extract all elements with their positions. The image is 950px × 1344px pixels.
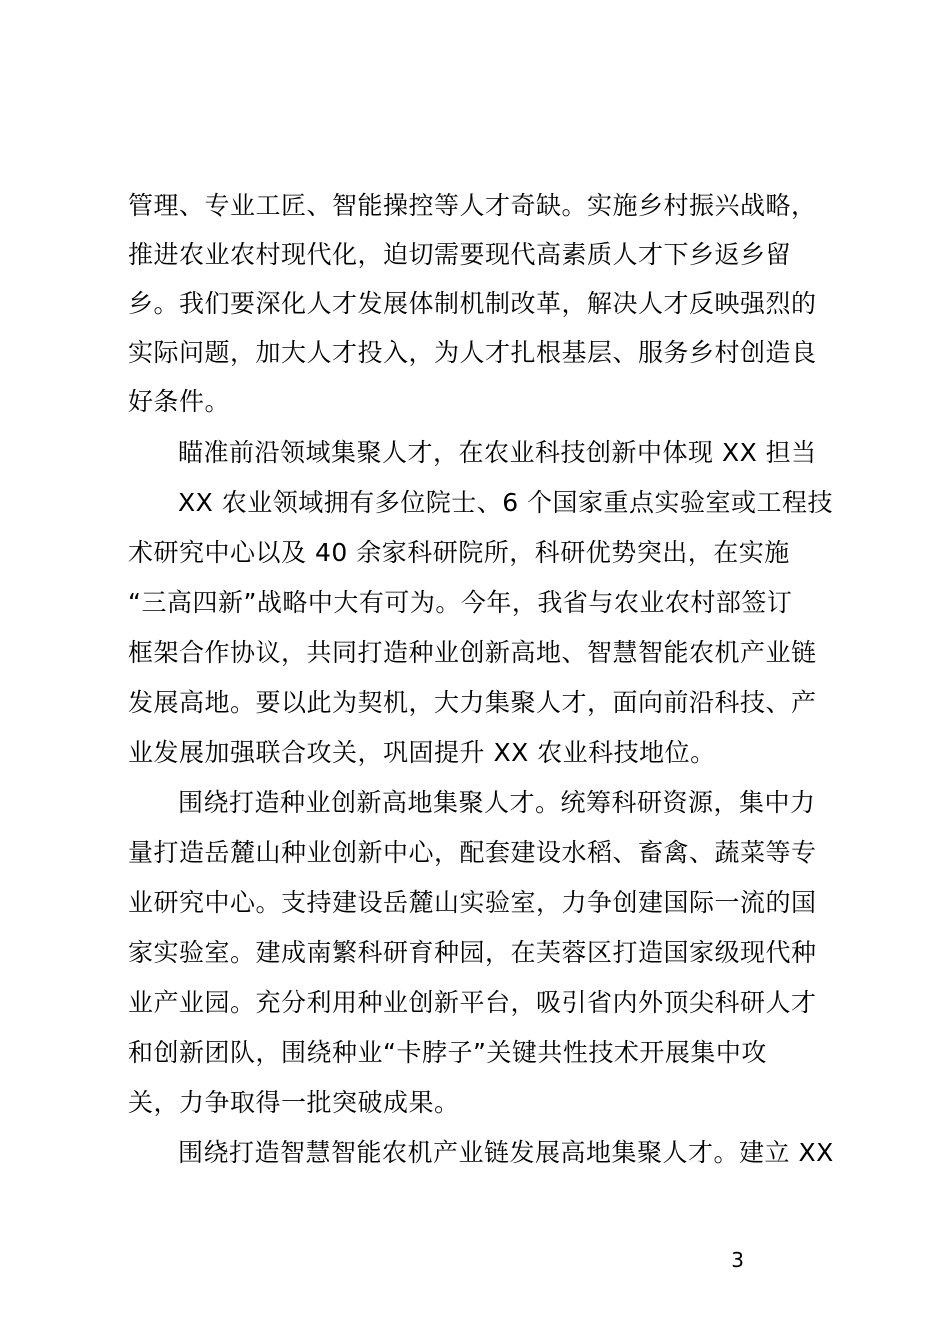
body-text-line: XX 农业领域拥有多位院士、6 个国家重点实验室或工程技 — [178, 488, 834, 517]
body-text-line: 业研究中心。支持建设岳麓山实验室，力争创建国际一流的国 — [128, 888, 817, 917]
body-text-line: 关，力争取得一批突破成果。 — [128, 1088, 460, 1117]
body-text-line: 好条件。 — [128, 387, 231, 416]
body-text-line: 推进农业农村现代化，迫切需要现代高素质人才下乡返乡留 — [128, 240, 792, 269]
body-text-line: “三高四新”战略中大有可为。今年，我省与农业农村部签订 — [128, 588, 793, 617]
page-number: 3 — [731, 1248, 744, 1272]
body-text-line: 术研究中心以及 40 余家科研院所，科研优势突出，在实施 — [128, 538, 790, 567]
body-text-line: 乡。我们要深化人才发展体制机制改革，解决人才反映强烈的 — [128, 289, 817, 318]
body-text-line: 围绕打造种业创新高地集聚人才。统筹科研资源，集中力 — [178, 788, 816, 817]
body-text-line: 发展高地。要以此为契机，大力集聚人才，面向前沿科技、产 — [128, 688, 817, 717]
body-text-line: 管理、专业工匠、智能操控等人才奇缺。实施乡村振兴战略， — [128, 191, 817, 220]
body-text-line: 实际问题，加大人才投入，为人才扎根基层、服务乡村创造良 — [128, 338, 817, 367]
body-text-line: 家实验室。建成南繁科研育种园，在芙蓉区打造国家级现代种 — [128, 938, 817, 967]
body-text-line: 量打造岳麓山种业创新中心，配套建设水稻、畜禽、蔬菜等专 — [128, 838, 817, 867]
body-text-line: 业发展加强联合攻关，巩固提升 XX 农业科技地位。 — [128, 738, 716, 767]
body-text-line: 业产业园。充分利用种业创新平台，吸引省内外顶尖科研人才 — [128, 988, 817, 1017]
body-text-line: 和创新团队，围绕种业“卡脖子”关键共性技术开展集中攻 — [128, 1038, 767, 1067]
body-text-line: 围绕打造智慧智能农机产业链发展高地集聚人才。建立 XX — [178, 1138, 834, 1167]
section-heading: 瞄准前沿领域集聚人才，在农业科技创新中体现 XX 担当 — [178, 438, 817, 467]
body-text-line: 框架合作协议，共同打造种业创新高地、智慧智能农机产业链 — [128, 638, 817, 667]
